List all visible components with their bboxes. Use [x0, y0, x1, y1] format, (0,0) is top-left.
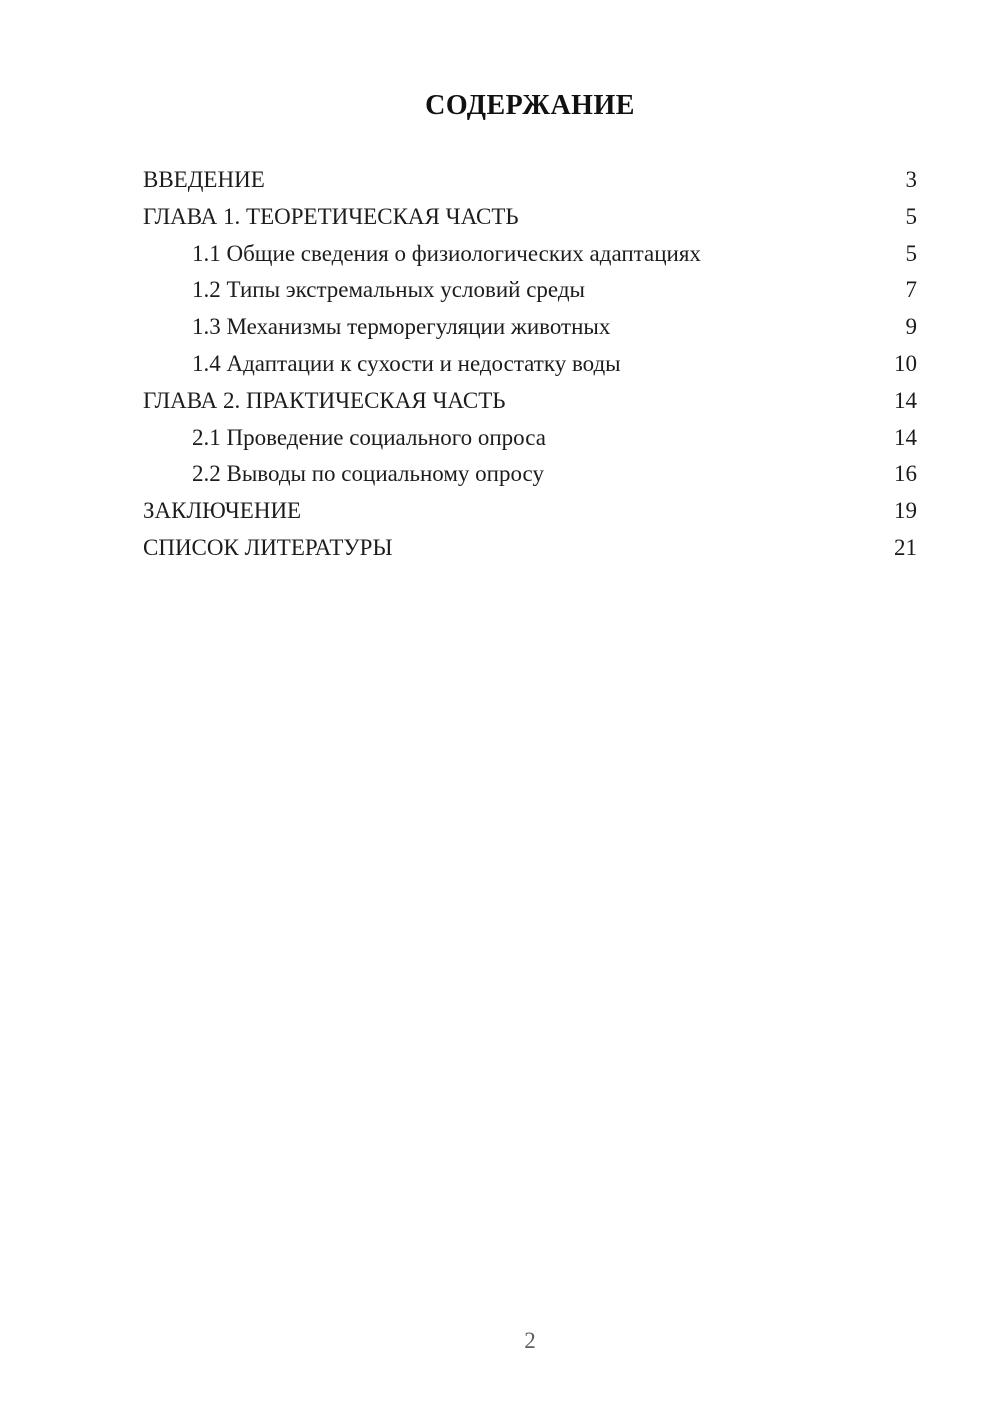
toc-entry-page-number: 5: [905, 203, 917, 229]
page-number: 2: [524, 1328, 536, 1353]
toc-entry: [143, 162, 917, 199]
toc-entry: [143, 236, 917, 273]
toc-entry: [143, 420, 917, 457]
toc-entry-label: 2.2 Выводы по социальному опросу: [192, 461, 544, 487]
toc-entry: [143, 272, 917, 309]
toc-entry-page-number: 5: [905, 240, 917, 266]
toc-entry-label: 1.2 Типы экстремальных условий среды: [192, 277, 585, 303]
toc-entry: [143, 346, 917, 383]
toc-entry-label: ГЛАВА 1. ТЕОРЕТИЧЕСКАЯ ЧАСТЬ: [143, 203, 519, 229]
toc-entry-label: 2.1 Проведение социального опроса: [192, 424, 546, 450]
toc-entry-page-number: 14: [894, 387, 917, 413]
toc-entry-page-number: 3: [905, 167, 917, 192]
toc-entry-page-number: 14: [894, 424, 917, 450]
toc-list: [143, 162, 917, 567]
toc-entry-page-number: 9: [905, 314, 917, 340]
toc-entry: [143, 493, 917, 530]
toc-entry: [143, 530, 917, 567]
toc-entry: [143, 383, 917, 420]
toc-entry-page-number: 7: [905, 277, 917, 303]
toc-entry: [143, 199, 917, 236]
toc-entry-label: ЗАКЛЮЧЕНИЕ: [143, 498, 302, 524]
page-footer: [143, 1328, 917, 1354]
toc-entry-label: 1.3 Механизмы терморегуляции животных: [192, 314, 611, 340]
content-column: [143, 0, 917, 567]
toc-entry-label: ГЛАВА 2. ПРАКТИЧЕСКАЯ ЧАСТЬ: [143, 387, 506, 413]
toc-entry: [143, 309, 917, 346]
toc-entry-page-number: 16: [894, 461, 917, 487]
page-title: СОДЕРЖАНИЕ: [425, 90, 635, 121]
toc-entry-page-number: 21: [894, 534, 917, 560]
toc-entry-label: ВВЕДЕНИЕ: [143, 167, 265, 192]
toc-entry-label: 1.1 Общие сведения о физиологических адаптациях: [192, 240, 701, 266]
toc-entry-page-number: 19: [894, 498, 917, 524]
toc-entry-page-number: 10: [894, 350, 917, 376]
toc-entry-label: 1.4 Адаптации к сухости и недостатку воды: [192, 350, 621, 376]
toc-entry: [143, 456, 917, 493]
toc-entry-label: СПИСОК ЛИТЕРАТУРЫ: [143, 534, 393, 560]
